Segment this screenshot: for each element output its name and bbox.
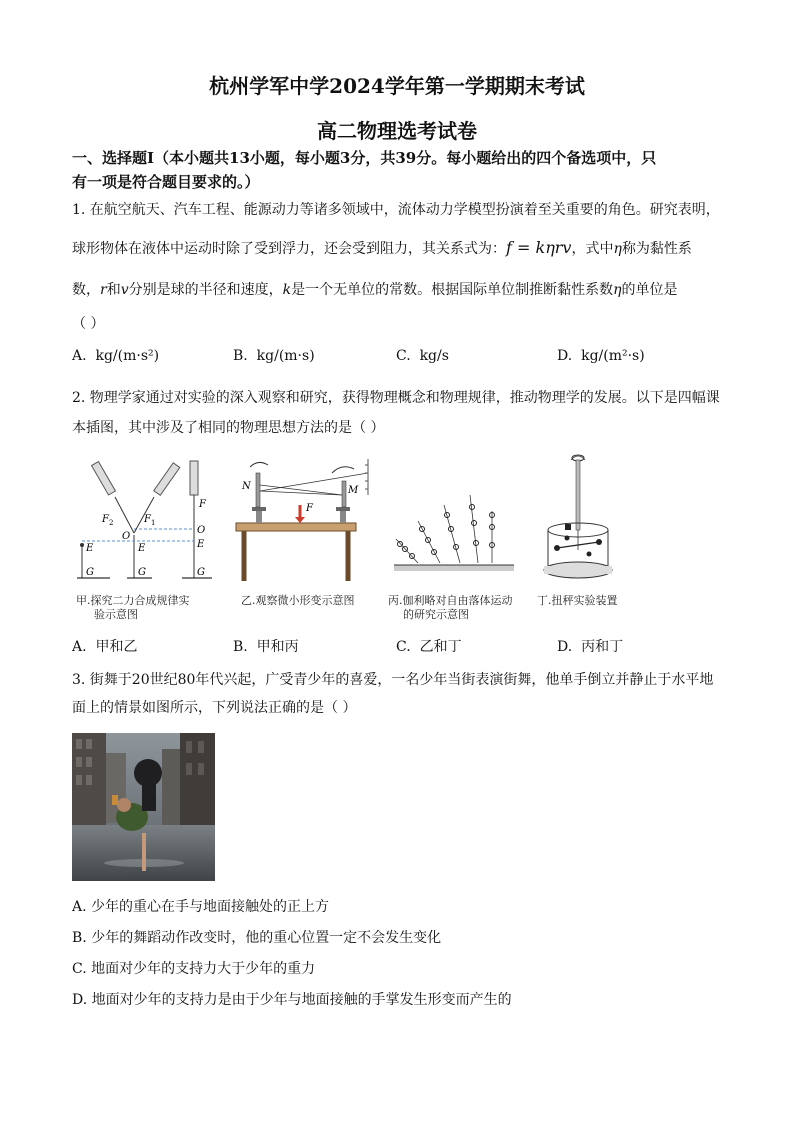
caption-bing-line1: 丙.伽利略对自由落体运动 xyxy=(388,594,513,607)
q3-option-d: D. 地面对少年的支持力是由于少年与地面接触的手掌发生形变而产生的 xyxy=(72,992,512,1008)
q1-k-symbol: k xyxy=(282,282,292,298)
q2-option-b: B. 甲和丙 xyxy=(233,639,299,655)
q1-option-a: A. kg/(m·s²) xyxy=(72,348,160,364)
caption-jia-line2: 验示意图 xyxy=(94,608,138,621)
label-G-right: G xyxy=(197,567,205,578)
q2-line2: 本插图，其中涉及了相同的物理思想方法的是（ ） xyxy=(72,420,385,436)
caption-ding: 丁.扭秤实验装置 xyxy=(537,594,618,607)
caption-yi: 乙.观察微小形变示意图 xyxy=(241,594,355,607)
q1-eta-symbol: η xyxy=(613,241,622,257)
label-O-right: O xyxy=(197,525,206,536)
label-G-left: G xyxy=(86,567,94,578)
label-G-mid: G xyxy=(138,567,146,578)
exam-subtitle: 高二物理选考试卷 xyxy=(317,119,477,143)
q1-line3-text-c: 分别是球的半径和速度， xyxy=(128,282,283,298)
q1-line2 xyxy=(72,238,722,259)
label-yi-F: F xyxy=(306,503,313,514)
caption-jia-line1: 甲.探究二力合成规律实 xyxy=(76,594,190,607)
q1-eta-symbol-2: η xyxy=(613,282,622,298)
q2-line1: 2. 物理学家通过对实验的深入观察和研究，获得物理概念和物理规律，推动物理学的发展。以下是四幅课 xyxy=(72,390,720,406)
q1-line3-text-a: 数， xyxy=(72,282,100,298)
q1-v-symbol: v xyxy=(120,282,129,298)
q1-option-d: D. kg/(m²·s) xyxy=(557,348,645,364)
label-F2: F xyxy=(102,514,109,525)
q1-line2-text-b: ，式中 xyxy=(571,241,614,257)
q3-option-a: A. 少年的重心在手与地面接触处的正上方 xyxy=(72,899,330,915)
q2-option-d: D. 丙和丁 xyxy=(557,639,624,655)
q3-option-c: C. 地面对少年的支持力大于少年的重力 xyxy=(72,961,316,977)
label-M: M xyxy=(348,485,359,496)
q1-line1: 1. 在航空航天、汽车工程、能源动力等诸多领域中，流体动力学模型扮演着至关重要的角色。研究表明， xyxy=(72,202,720,218)
label-E-mid: E xyxy=(138,543,146,554)
q1-formula: f = kηrv xyxy=(506,238,572,257)
label-F: F xyxy=(199,499,206,510)
q1-line3-text-b: 和 xyxy=(106,282,121,298)
section-heading-line2: 有一项是符合题目要求的。） xyxy=(72,173,260,191)
figure-yi-micro-deformation xyxy=(232,455,372,585)
q1-line3-text-e: 的单位是 xyxy=(621,282,678,298)
q1-line3 xyxy=(72,280,722,300)
q1-line2-text-c: 称为黏性系 xyxy=(621,241,692,257)
label-F1: F xyxy=(144,514,151,525)
q2-option-a: A. 甲和乙 xyxy=(72,639,138,655)
q1-line3-text-d: 是一个无单位的常数。根据国际单位制推断黏性系数 xyxy=(291,282,614,298)
street-dance-photo xyxy=(72,733,215,881)
q1-r-symbol: r xyxy=(100,282,107,298)
q1-option-c: C. kg/s xyxy=(396,348,449,364)
q1-answer-paren: （ ） xyxy=(72,316,105,332)
label-F2-sub: 2 xyxy=(109,519,114,527)
q2-option-c: C. 乙和丁 xyxy=(396,639,462,655)
exam-title: 杭州学军中学2024学年第一学期期末考试 xyxy=(209,74,585,98)
q3-option-b: B. 少年的舞蹈动作改变时，他的重心位置一定不会发生变化 xyxy=(72,930,442,946)
label-O: O xyxy=(122,531,131,542)
label-E-left: E xyxy=(86,543,94,554)
label-F1-sub: 1 xyxy=(151,519,156,527)
q3-line1: 3. 街舞于20世纪80年代兴起，广受青少年的喜爱，一名少年当街表演街舞，他单手倒立并静止于水平地 xyxy=(72,672,714,688)
q1-line2-text-a: 球形物体在液体中运动时除了受到浮力，还会受到阻力，其关系式为： xyxy=(72,241,506,257)
q1-option-b: B. kg/(m·s) xyxy=(233,348,315,364)
label-E-right: E xyxy=(197,539,205,550)
caption-bing-line2: 的研究示意图 xyxy=(403,608,469,621)
figure-ding-torsion-balance xyxy=(535,450,625,590)
label-N: N xyxy=(242,481,251,492)
figure-jia-force-composition xyxy=(72,455,217,585)
section-heading-line1: 一、选择题Ⅰ（本小题共13小题，每小题3分，共39分。每小题给出的四个备选项中，只 xyxy=(72,149,657,167)
q3-line2: 面上的情景如图所示，下列说法正确的是（ ） xyxy=(72,700,357,716)
figure-bing-galileo-free-fall xyxy=(388,455,523,585)
